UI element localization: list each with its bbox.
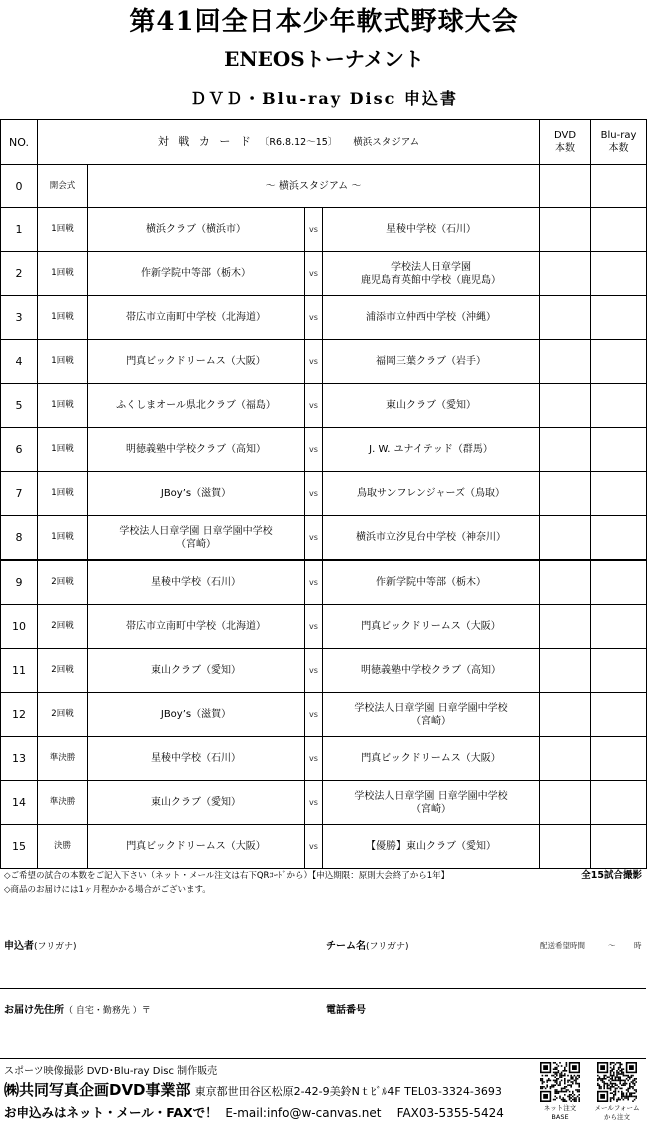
applicant-label: [4, 940, 77, 954]
applicant-sub: (フリガナ): [34, 942, 77, 952]
row-no: 0: [1, 165, 38, 208]
home-team: [88, 693, 305, 737]
vs-label: vs: [305, 252, 323, 296]
row-round: 1回戦: [38, 428, 88, 472]
qr-base-label-1: ネット注文: [543, 1104, 577, 1112]
vs-label: vs: [305, 340, 323, 384]
match-row: [1, 340, 647, 384]
away-team: [323, 693, 540, 737]
match-row: [1, 737, 647, 781]
row-round: 1回戦: [38, 252, 88, 296]
qr-base-label-2: BASE: [551, 1113, 569, 1121]
bluray-qty-field[interactable]: [591, 472, 647, 516]
away-team: [323, 560, 540, 605]
match-row: [1, 605, 647, 649]
footer-company: [4, 1081, 502, 1101]
vs-label: vs: [305, 428, 323, 472]
row-no: 6: [1, 428, 38, 472]
bluray-qty-field[interactable]: [591, 208, 647, 252]
dvd-qty-field[interactable]: [540, 296, 591, 340]
row-round: 準決勝: [38, 781, 88, 825]
match-row: [1, 384, 647, 428]
away-team-name: 福岡三葉クラブ（岩手）: [376, 356, 486, 367]
away-team-name: 東山クラブ（愛知）: [386, 400, 476, 411]
row-round: 2回戦: [38, 693, 88, 737]
away-team-name: 学校法人日章学園 日章学園中学校: [354, 790, 508, 802]
bluray-qty-field[interactable]: [591, 340, 647, 384]
match-row: [1, 560, 647, 605]
order-table: [0, 119, 647, 869]
home-team: [88, 781, 305, 825]
row-no: 15: [1, 825, 38, 869]
qr-code-mailform-icon[interactable]: [597, 1062, 637, 1102]
qr-code-base-icon[interactable]: [540, 1062, 580, 1102]
dvd-qty-label: 本数: [555, 143, 575, 154]
bluray-qty-field[interactable]: [591, 649, 647, 693]
away-team: [323, 340, 540, 384]
home-team: [88, 649, 305, 693]
vs-label: vs: [305, 649, 323, 693]
row-no: 4: [1, 340, 38, 384]
bluray-qty-field[interactable]: [591, 516, 647, 561]
card-header: [38, 120, 540, 165]
row-no: 5: [1, 384, 38, 428]
qr-base-label: [537, 1104, 583, 1122]
match-row: [1, 428, 647, 472]
home-team-name: 学校法人日章学園 日章学園中学校: [119, 525, 273, 537]
home-team-name: JBoy’s（滋賀）: [160, 709, 232, 720]
note-order: ◇ご希望の試合の本数をご記入下さい（ネット・メール注文は右下QRｺｰﾄﾞから）【申込期限：原則大会終了から1年】: [4, 871, 450, 881]
home-team: [88, 384, 305, 428]
vs-label: vs: [305, 472, 323, 516]
row-no: 13: [1, 737, 38, 781]
team-sub: (フリガナ): [366, 942, 409, 952]
home-team-name: 明徳義塾中学校クラブ（高知）: [126, 444, 266, 455]
bluray-qty-field[interactable]: [591, 296, 647, 340]
row-round: 準決勝: [38, 737, 88, 781]
card-date: 〔R6.8.12～15〕: [259, 137, 338, 148]
bluray-label: Blu-ray: [600, 130, 637, 141]
qr-mailform-label: [594, 1104, 640, 1122]
opening-row: [1, 165, 647, 208]
home-team: [88, 296, 305, 340]
dvd-qty-field[interactable]: [540, 165, 591, 208]
row-no: 10: [1, 605, 38, 649]
team-text: チーム名: [326, 941, 366, 952]
dvd-label: DVD: [553, 130, 577, 141]
vs-label: vs: [305, 560, 323, 605]
home-team-name: 門真ビックドリームス（大阪）: [126, 356, 266, 367]
row-no: 11: [1, 649, 38, 693]
card-label: 対 戦 カ ー ド: [157, 135, 254, 148]
row-no: 14: [1, 781, 38, 825]
row-no: 2: [1, 252, 38, 296]
row-no: 9: [1, 560, 38, 605]
bluray-qty-field[interactable]: [591, 781, 647, 825]
away-team-name: 学校法人日章学園: [391, 261, 471, 273]
delivery-time-hour: 時: [634, 941, 642, 950]
away-team-name: 門真ビックドリームス（大阪）: [361, 621, 501, 632]
away-team: [323, 649, 540, 693]
row-round: 決勝: [38, 825, 88, 869]
vs-label: vs: [305, 296, 323, 340]
dvd-qty-field[interactable]: [540, 472, 591, 516]
vs-label: vs: [305, 605, 323, 649]
away-team: [323, 516, 540, 561]
away-team: [323, 605, 540, 649]
home-team: [88, 825, 305, 869]
match-row: [1, 296, 647, 340]
page-title: 第41回全日本少年軟式野球大会: [129, 7, 519, 37]
match-row: [1, 252, 647, 296]
form-title: ＤＶＤ・Blu-ray Disc 申込書: [190, 89, 458, 108]
email-link[interactable]: E-mail:info@w-canvas.net: [225, 1106, 382, 1120]
match-row: [1, 693, 647, 737]
company-address: 東京都世田谷区松原2-42-9美鈴Nｔﾋﾞﾙ4F TEL03-3324-3693: [194, 1085, 502, 1098]
away-team-name: 作新学院中等部（栃木）: [376, 577, 486, 588]
match-row: [1, 472, 647, 516]
away-team-name: 明徳義塾中学校クラブ（高知）: [361, 665, 501, 676]
dvd-qty-field[interactable]: [540, 605, 591, 649]
away-team-name: 学校法人日章学園 日章学園中学校: [354, 702, 508, 714]
home-team-name: 帯広市立南町中学校（北海道）: [126, 312, 266, 323]
bluray-qty-field[interactable]: [591, 384, 647, 428]
dvd-qty-field[interactable]: [540, 781, 591, 825]
away-team-name: 鳥取サンフレンジャーズ（鳥取）: [357, 488, 505, 499]
dvd-qty-field[interactable]: [540, 825, 591, 869]
vs-label: vs: [305, 516, 323, 561]
dvd-qty-field[interactable]: [540, 693, 591, 737]
footer-order: [4, 1104, 504, 1122]
away-team-pref: 鹿児島育英館中学校（鹿児島）: [361, 274, 501, 286]
address-sub: （ 自宅・勤務先 ）〒: [64, 1006, 151, 1016]
home-team-name: 東山クラブ（愛知）: [151, 797, 241, 808]
table-header-row: [1, 120, 647, 165]
phone-text: 電話番号: [326, 1005, 366, 1016]
home-team-name: 帯広市立南町中学校（北海道）: [126, 621, 266, 632]
home-team: [88, 428, 305, 472]
home-team: [88, 208, 305, 252]
home-team-name: 作新学院中等部（栃木）: [141, 268, 251, 279]
row-round: 1回戦: [38, 340, 88, 384]
home-team-name: ふくしまオール県北クラブ（福島）: [116, 400, 276, 411]
match-row: [1, 516, 647, 561]
qr-mailform-label-1: メールフォーム: [594, 1104, 640, 1112]
row-no: 12: [1, 693, 38, 737]
home-team: [88, 605, 305, 649]
bluray-qty-field[interactable]: [591, 693, 647, 737]
bluray-qty-field[interactable]: [591, 252, 647, 296]
dvd-qty-field[interactable]: [540, 208, 591, 252]
home-team-name: 横浜クラブ（横浜市）: [146, 224, 246, 235]
applicant-text: 申込者: [4, 941, 34, 952]
away-team-pref: （宮崎）: [411, 715, 451, 727]
bluray-qty-field[interactable]: [591, 560, 647, 605]
dvd-qty-field[interactable]: [540, 560, 591, 605]
row-round: 1回戦: [38, 384, 88, 428]
row-no: 8: [1, 516, 38, 561]
vs-label: vs: [305, 737, 323, 781]
home-team: [88, 560, 305, 605]
total-games: 全15試合撮影: [581, 870, 642, 881]
bluray-qty-field[interactable]: [591, 737, 647, 781]
row-no: 1: [1, 208, 38, 252]
footer-divider: [0, 1058, 646, 1059]
row-no: 3: [1, 296, 38, 340]
dvd-qty-field[interactable]: [540, 516, 591, 561]
away-team: [323, 825, 540, 869]
fax-number: FAX03-5355-5424: [396, 1106, 504, 1120]
vs-label: vs: [305, 208, 323, 252]
footer-service: スポーツ映像撮影 DVD･Blu-ray Disc 制作販売: [4, 1066, 218, 1077]
dvd-qty-field[interactable]: [540, 428, 591, 472]
vs-label: vs: [305, 384, 323, 428]
away-team-pref: （宮崎）: [411, 803, 451, 815]
dvd-qty-field[interactable]: [540, 737, 591, 781]
match-row: [1, 208, 647, 252]
home-team: [88, 252, 305, 296]
delivery-time-label: 配送希望時間: [540, 941, 585, 950]
home-team-name: 門真ビックドリームス（大阪）: [126, 841, 266, 852]
home-team: [88, 516, 305, 561]
dvd-qty-field[interactable]: [540, 340, 591, 384]
card-venue: 横浜スタジアム: [353, 137, 420, 148]
match-row: [1, 825, 647, 869]
away-team: [323, 472, 540, 516]
delivery-time-tilde: ～: [608, 941, 616, 950]
company-name: ㈱共同写真企画DVD事業部: [4, 1081, 191, 1099]
away-team: [323, 737, 540, 781]
bluray-qty-field[interactable]: [591, 165, 647, 208]
away-team: [323, 428, 540, 472]
home-team-name: JBoy’s（滋賀）: [160, 488, 232, 499]
home-team: [88, 472, 305, 516]
away-team: [323, 384, 540, 428]
away-team: [323, 252, 540, 296]
row-round: 2回戦: [38, 605, 88, 649]
bluray-qty-field[interactable]: [591, 825, 647, 869]
away-team-name: 星稜中学校（石川）: [386, 224, 476, 235]
home-team-name: 東山クラブ（愛知）: [151, 665, 241, 676]
away-team: [323, 208, 540, 252]
page-subtitle: ENEOSトーナメント: [224, 47, 424, 71]
away-team: [323, 781, 540, 825]
team-label: [326, 940, 409, 954]
bluray-qty-label: 本数: [608, 143, 629, 154]
address-text: お届け先住所: [4, 1005, 64, 1016]
row-round: 1回戦: [38, 208, 88, 252]
row-round: 2回戦: [38, 560, 88, 605]
match-row: [1, 649, 647, 693]
phone-label: [326, 1004, 366, 1018]
qr-mailform-label-2: から注文: [604, 1113, 630, 1121]
row-round: 1回戦: [38, 516, 88, 561]
home-team-pref: （宮崎）: [176, 538, 216, 550]
opening-text: ～ 横浜スタジアム ～: [88, 165, 540, 208]
row-no: 7: [1, 472, 38, 516]
dvd-qty-field[interactable]: [540, 252, 591, 296]
home-team: [88, 737, 305, 781]
home-team-name: 星稜中学校（石川）: [151, 577, 241, 588]
address-label: [4, 1004, 151, 1018]
dvd-qty-field[interactable]: [540, 649, 591, 693]
vs-label: vs: [305, 781, 323, 825]
away-team: [323, 296, 540, 340]
col-dvd-header: [540, 120, 591, 165]
vs-label: vs: [305, 693, 323, 737]
col-bluray-header: [591, 120, 647, 165]
away-team-name: 横浜市立汐見台中学校（神奈川）: [356, 532, 506, 543]
col-no-header: NO.: [1, 120, 38, 165]
away-team-name: 浦添市立仲西中学校（沖縄）: [366, 312, 496, 323]
row-round: 1回戦: [38, 472, 88, 516]
form-divider: [0, 988, 646, 989]
away-team-name: J. W. ユナイテッド（群馬）: [369, 444, 493, 455]
order-methods: お申込みはネット・メール・FAXで！: [4, 1105, 218, 1120]
bluray-qty-field[interactable]: [591, 428, 647, 472]
vs-label: vs: [305, 825, 323, 869]
away-team-name: 門真ビックドリームス（大阪）: [361, 753, 501, 764]
home-team-name: 星稜中学校（石川）: [151, 753, 241, 764]
row-round: 開会式: [38, 165, 88, 208]
home-team: [88, 340, 305, 384]
match-row: [1, 781, 647, 825]
row-round: 2回戦: [38, 649, 88, 693]
dvd-qty-field[interactable]: [540, 384, 591, 428]
away-team-name: 【優勝】東山クラブ（愛知）: [366, 841, 496, 852]
bluray-qty-field[interactable]: [591, 605, 647, 649]
note-delivery: ◇商品のお届けには1ヶ月程かかる場合がございます。: [4, 885, 211, 895]
row-round: 1回戦: [38, 296, 88, 340]
